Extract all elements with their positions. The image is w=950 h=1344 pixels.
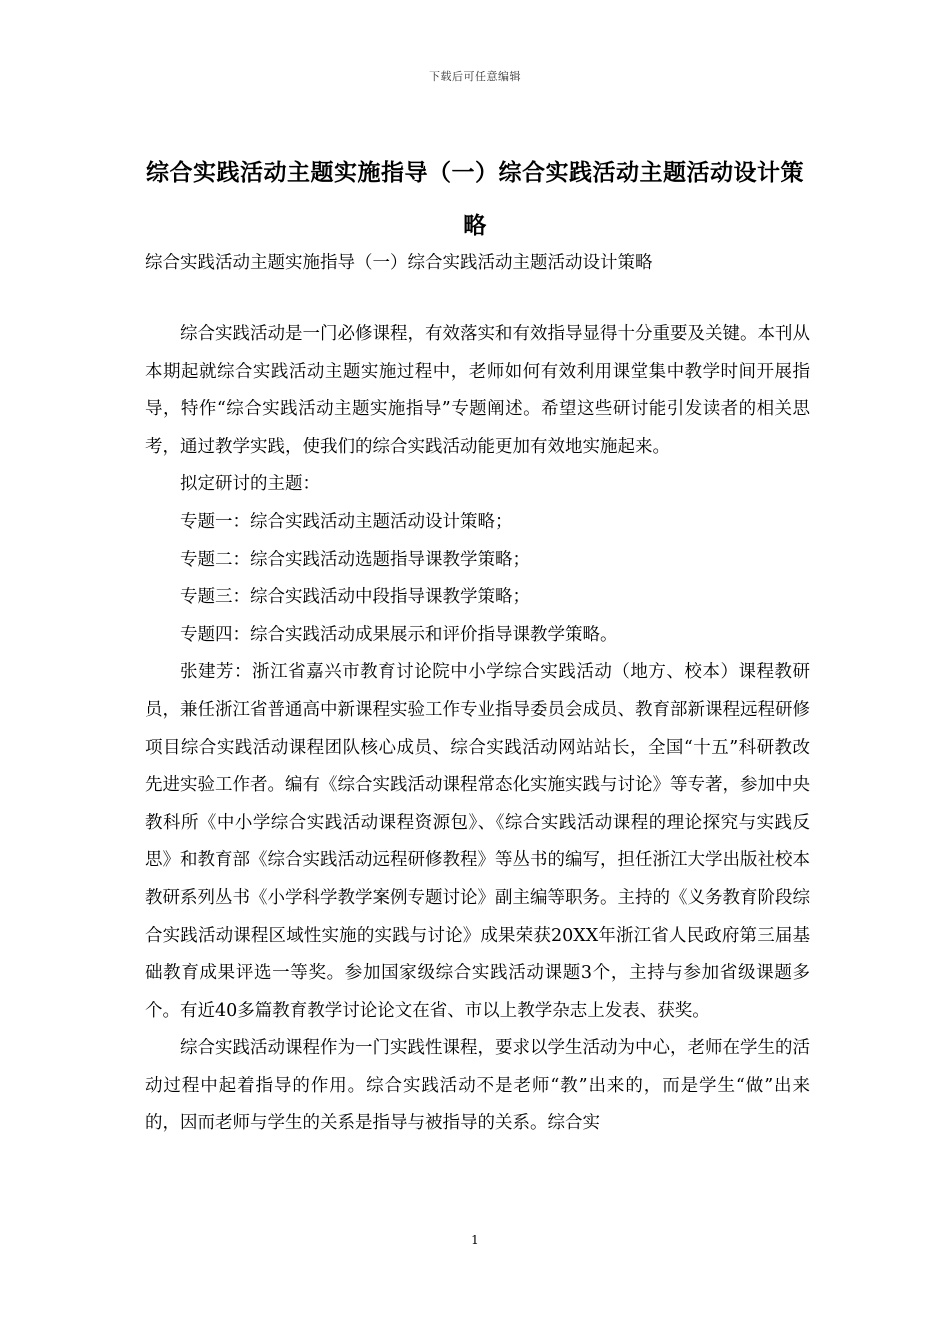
header-note: 下载后可任意编辑	[429, 70, 521, 83]
document-title: 综合实践活动主题实施指导（一）综合实践活动主题活动设计策略	[146, 159, 804, 239]
paragraph-topics-heading: 拟定研讨的主题：	[180, 474, 320, 495]
paragraph-topic-3: 专题三：综合实践活动中段指导课教学策略；	[180, 587, 530, 608]
paragraph-topic-2: 专题二：综合实践活动选题指导课教学策略；	[180, 549, 530, 570]
page-number: 1	[471, 1233, 479, 1247]
paragraph-topic-4: 专题四：综合实践活动成果展示和评价指导课教学策略。	[180, 624, 618, 645]
document-subtitle: 综合实践活动主题实施指导（一）综合实践活动主题活动设计策略	[145, 253, 653, 273]
paragraph-topic-1: 专题一：综合实践活动主题活动设计策略；	[180, 511, 513, 532]
paragraph-course-description: 综合实践活动课程作为一门实践性课程，要求以学生活动为中心，老师在学生的活动过程中起着指导的作用。综合实践活动不是老师“教”出来的，而是学生“做”出来的，因而老师与学生的关系是指导与被指导的关系。综合实	[145, 1038, 810, 1134]
paragraph-author-bio: 张建芳：浙江省嘉兴市教育讨论院中小学综合实践活动（地方、校本）课程教研员，兼任浙江省普通高中新课程实验工作专业指导委员会成员、教育部新课程远程研修项目综合实践活动课程团队核心成员、综合实践活动网站站长，全国“十五”科研教改先进实验工作者。编有《综合实践活动课程常态化实施实践与讨论》等专著，参加中央教科所《中小学综合实践活动课程资源包》、《综合实践活动课程的理论探究与实践反思》和教育部《综合实践活动远程研修教程》等丛书的编写，担任浙江大学出版社校本教研系列丛书《小学科学教学案例专题讨论》副主编等职务。主持的《义务教育阶段综合实践活动课程区域性实施的实践与讨论》成果荣获20XX年浙江省人民政府第三届基础教育成果评选一等奖。参加国家级综合实践活动课题3个，主持与参加省级课题多个。有近40多篇教育教学讨论论文在省、市以上教学杂志上发表、获奖。	[145, 662, 810, 1021]
paragraph-intro: 综合实践活动是一门必修课程，有效落实和有效指导显得十分重要及关键。本刊从本期起就综合实践活动主题实施过程中，老师如何有效利用课堂集中教学时间开展指导，特作“综合实践活动主题实施指导”专题阐述。希望这些研讨能引发读者的相关思考，通过教学实践，使我们的综合实践活动能更加有效地实施起来。	[145, 324, 810, 457]
document-body	[145, 316, 810, 1143]
